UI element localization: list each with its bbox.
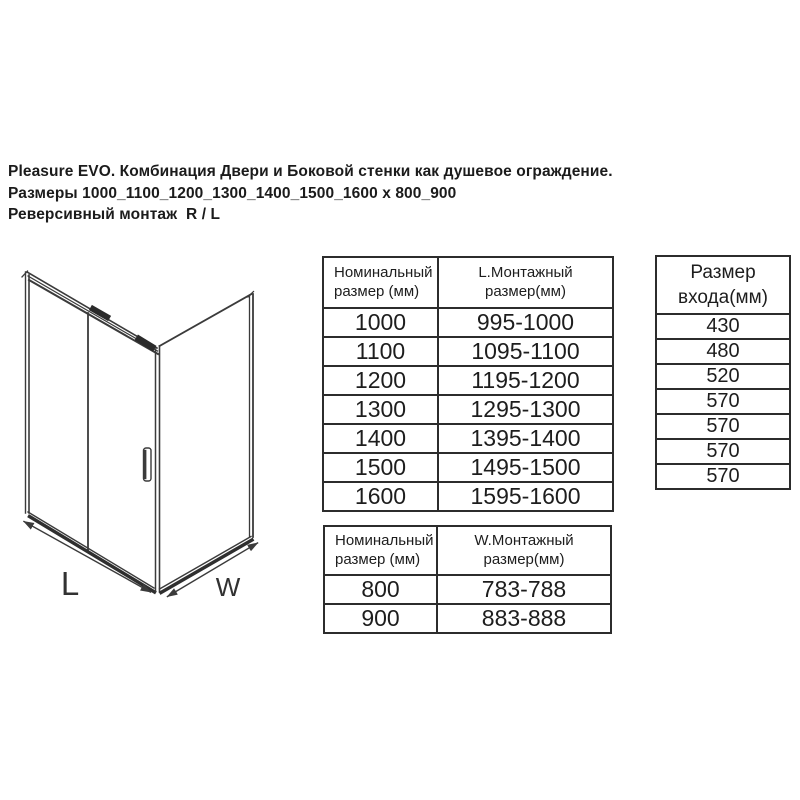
mounting-size-cell: 1595-1600 bbox=[438, 482, 613, 511]
mounting-size-cell: 783-788 bbox=[437, 575, 611, 604]
nominal-size-cell: 1300 bbox=[323, 395, 438, 424]
entrance-size-cell: 430 bbox=[656, 314, 790, 339]
mounting-size-cell: 1295-1300 bbox=[438, 395, 613, 424]
table-row bbox=[323, 337, 613, 366]
mounting-size-cell: 1195-1200 bbox=[438, 366, 613, 395]
title-line-mounting: Реверсивный монтаж R / L bbox=[8, 206, 221, 223]
nominal-size-header: Номинальный размер (мм) bbox=[324, 526, 437, 575]
table-row bbox=[656, 314, 790, 339]
table-row bbox=[323, 424, 613, 453]
nominal-size-cell: 1200 bbox=[323, 366, 438, 395]
mounting-size-cell: 883-888 bbox=[437, 604, 611, 633]
mounting-size-cell: 1495-1500 bbox=[438, 453, 613, 482]
table-row bbox=[656, 339, 790, 364]
nominal-size-cell: 1100 bbox=[323, 337, 438, 366]
table-header-row bbox=[324, 526, 611, 575]
entrance-size-cell: 570 bbox=[656, 439, 790, 464]
shower-enclosure-drawing bbox=[0, 250, 290, 620]
table-row bbox=[656, 389, 790, 414]
table-row bbox=[656, 414, 790, 439]
mounting-size-cell: 1395-1400 bbox=[438, 424, 613, 453]
nominal-size-cell: 1600 bbox=[323, 482, 438, 511]
nominal-size-cell: 800 bbox=[324, 575, 437, 604]
side-panel bbox=[160, 292, 254, 593]
table-row bbox=[324, 575, 611, 604]
table-row bbox=[323, 308, 613, 337]
nominal-size-cell: 1000 bbox=[323, 308, 438, 337]
mounting-size-cell: 1095-1100 bbox=[438, 337, 613, 366]
table-row bbox=[323, 395, 613, 424]
table-row bbox=[323, 453, 613, 482]
table-row bbox=[324, 604, 611, 633]
w-mounting-size-header: W.Монтажный размер(мм) bbox=[437, 526, 611, 575]
roller-carriage-icon bbox=[93, 309, 107, 317]
table-row bbox=[656, 439, 790, 464]
table-header-row bbox=[323, 257, 613, 308]
entrance-size-header: Размер входа(мм) bbox=[656, 256, 790, 314]
l-mounting-size-header: L.Монтажный размер(мм) bbox=[438, 257, 613, 308]
length-dimension-label: L bbox=[60, 565, 80, 602]
title-line-sizes: Размеры 1000_1100_1200_1300_1400_1500_1600 x 800_900 bbox=[8, 184, 457, 202]
width-arrow bbox=[168, 543, 258, 597]
table-row bbox=[656, 364, 790, 389]
door-panel bbox=[22, 271, 160, 592]
nominal-size-cell: 1400 bbox=[323, 424, 438, 453]
table-header-row bbox=[656, 256, 790, 314]
entrance-size-cell: 570 bbox=[656, 389, 790, 414]
door-handle bbox=[144, 448, 152, 481]
entrance-size-cell: 480 bbox=[656, 339, 790, 364]
entrance-size-cell: 520 bbox=[656, 364, 790, 389]
table-row bbox=[323, 482, 613, 511]
table-row bbox=[656, 464, 790, 489]
table-row bbox=[323, 366, 613, 395]
nominal-size-cell: 900 bbox=[324, 604, 437, 633]
length-sizes-table bbox=[322, 256, 614, 512]
mounting-size-cell: 995-1000 bbox=[438, 308, 613, 337]
entrance-size-cell: 570 bbox=[656, 464, 790, 489]
entrance-size-cell: 570 bbox=[656, 414, 790, 439]
entrance-size-table bbox=[655, 255, 791, 490]
width-sizes-table bbox=[323, 525, 612, 634]
title-line-product: Pleasure EVO. Комбинация Двери и Боковой стенки как душевое ограждение. bbox=[8, 163, 613, 180]
roller-carriage-icon bbox=[139, 339, 152, 347]
width-dimension-label: W bbox=[215, 572, 241, 602]
title-block bbox=[8, 161, 613, 226]
nominal-size-cell: 1500 bbox=[323, 453, 438, 482]
nominal-size-header: Номинальный размер (мм) bbox=[323, 257, 438, 308]
